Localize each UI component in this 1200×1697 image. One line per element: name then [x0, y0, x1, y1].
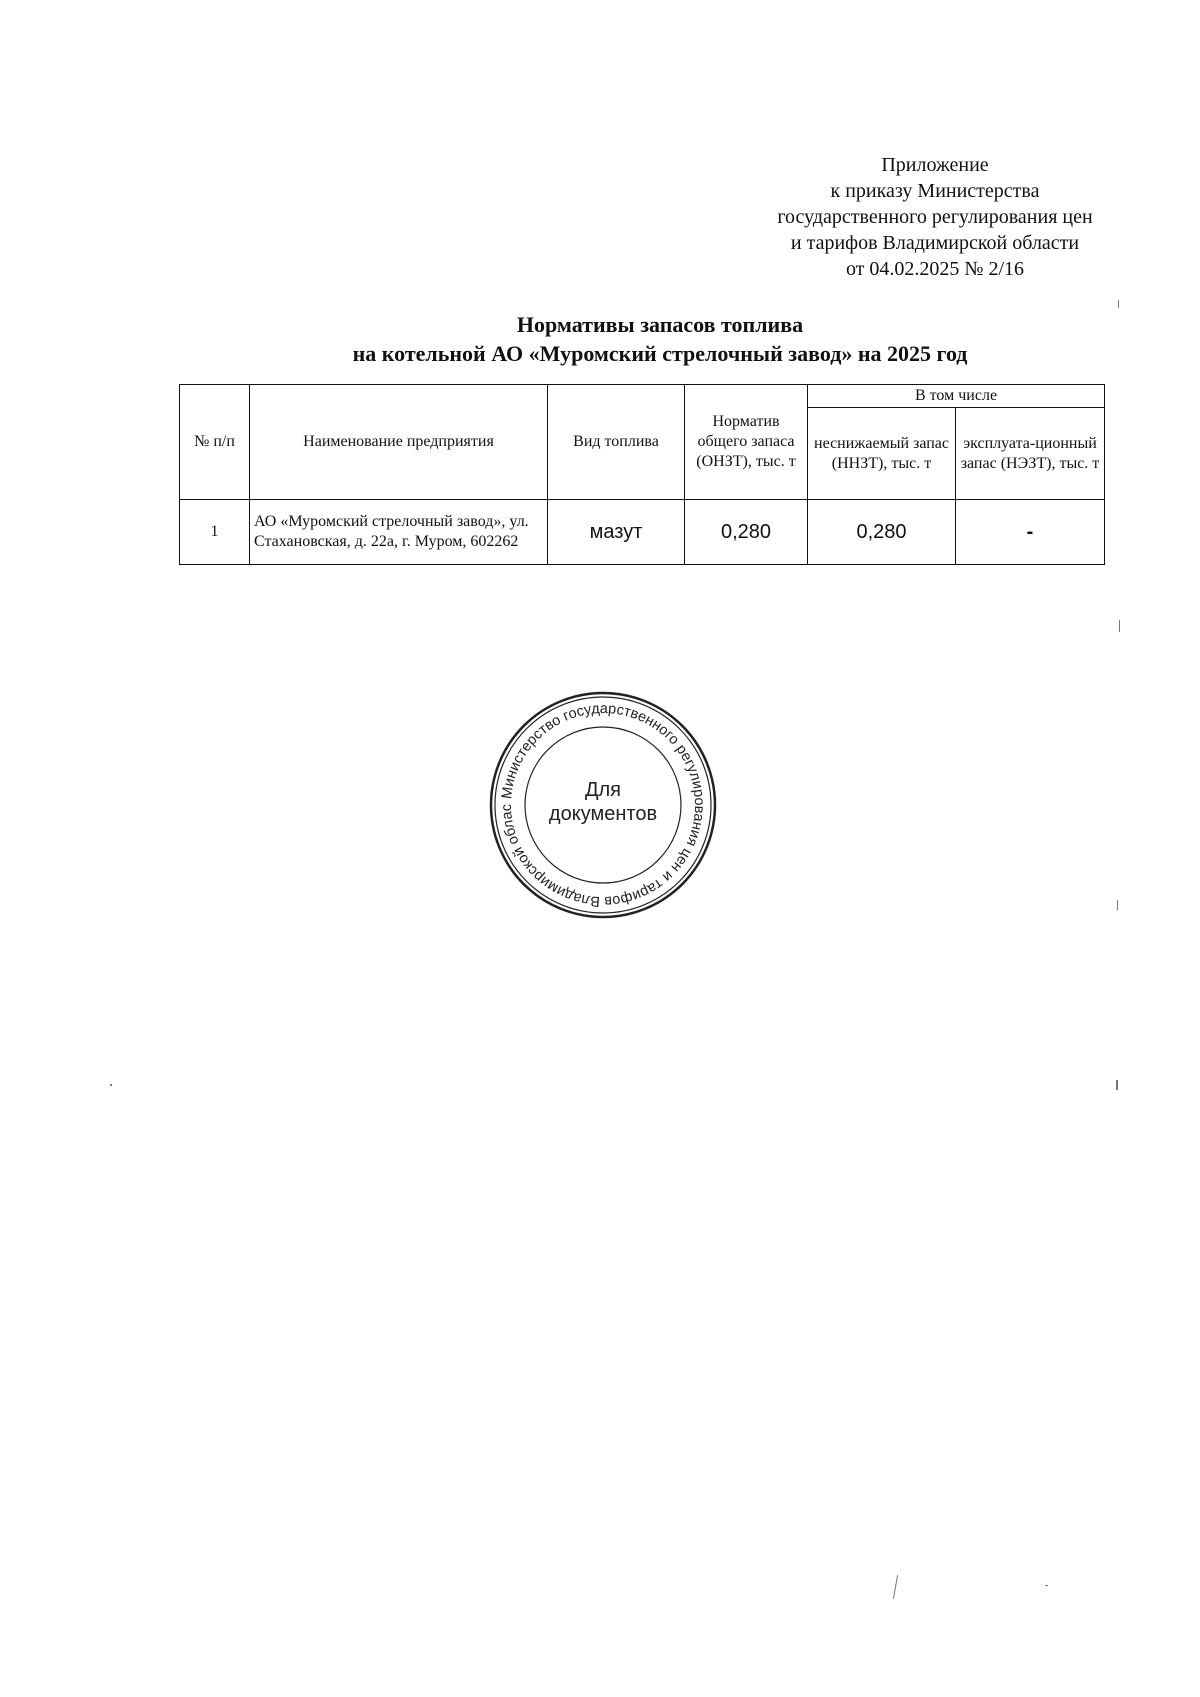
cell-nezt: -	[956, 500, 1105, 565]
appendix-block	[720, 152, 1150, 282]
cell-fuel: мазут	[548, 500, 685, 565]
scan-mark	[1119, 620, 1120, 632]
cell-nnzt: 0,280	[808, 500, 956, 565]
header-enterprise: Наименование предприятия	[250, 385, 548, 500]
appendix-line-4: и тарифов Владимирской области	[790, 232, 1080, 254]
stamp-center-line-2: документов	[548, 803, 658, 825]
stamp-ring-text: Министерство государственного регулирования цен и тарифов Владимирской облас	[498, 700, 708, 910]
appendix-line-3: государственного регулирования цен	[777, 206, 1093, 228]
cell-total: 0,280	[685, 500, 808, 565]
title-line-1: Нормативы запасов топлива	[516, 312, 804, 337]
scan-mark	[1116, 1080, 1118, 1090]
cell-num: 1	[180, 500, 250, 565]
appendix-line-1: Приложение	[881, 154, 989, 176]
scan-mark	[110, 1084, 112, 1086]
stamp-center-line-1: Для	[584, 779, 622, 801]
header-including: В том числе	[808, 385, 1105, 408]
scan-mark	[893, 1575, 898, 1599]
header-total: Норматив общего запаса (ОНЗТ), тыс. т	[685, 385, 808, 500]
header-row-1	[180, 385, 1105, 408]
stamp-center-text	[488, 778, 718, 826]
appendix-line-5: от 04.02.2025 № 2/16	[845, 258, 1025, 280]
title-line-2: на котельной АО «Муромский стрелочный завод» на 2025 год	[352, 341, 968, 366]
scan-mark	[1117, 900, 1118, 910]
document-title	[180, 310, 1140, 368]
header-num: № п/п	[180, 385, 250, 500]
official-stamp	[488, 690, 718, 920]
cell-enterprise: АО «Муромский стрелочный завод», ул. Стахановская, д. 22а, г. Муром, 602262	[250, 500, 548, 565]
header-fuel: Вид топлива	[548, 385, 685, 500]
fuel-norms-table	[179, 384, 1105, 565]
header-nezt: эксплуата-ционный запас (НЭЗТ), тыс. т	[956, 408, 1105, 500]
scan-mark	[1045, 1585, 1048, 1586]
table-row	[180, 500, 1105, 565]
scan-mark	[1118, 300, 1119, 308]
header-nnzt: неснижаемый запас (ННЗТ), тыс. т	[808, 408, 956, 500]
appendix-line-2: к приказу Министерства	[830, 180, 1040, 202]
